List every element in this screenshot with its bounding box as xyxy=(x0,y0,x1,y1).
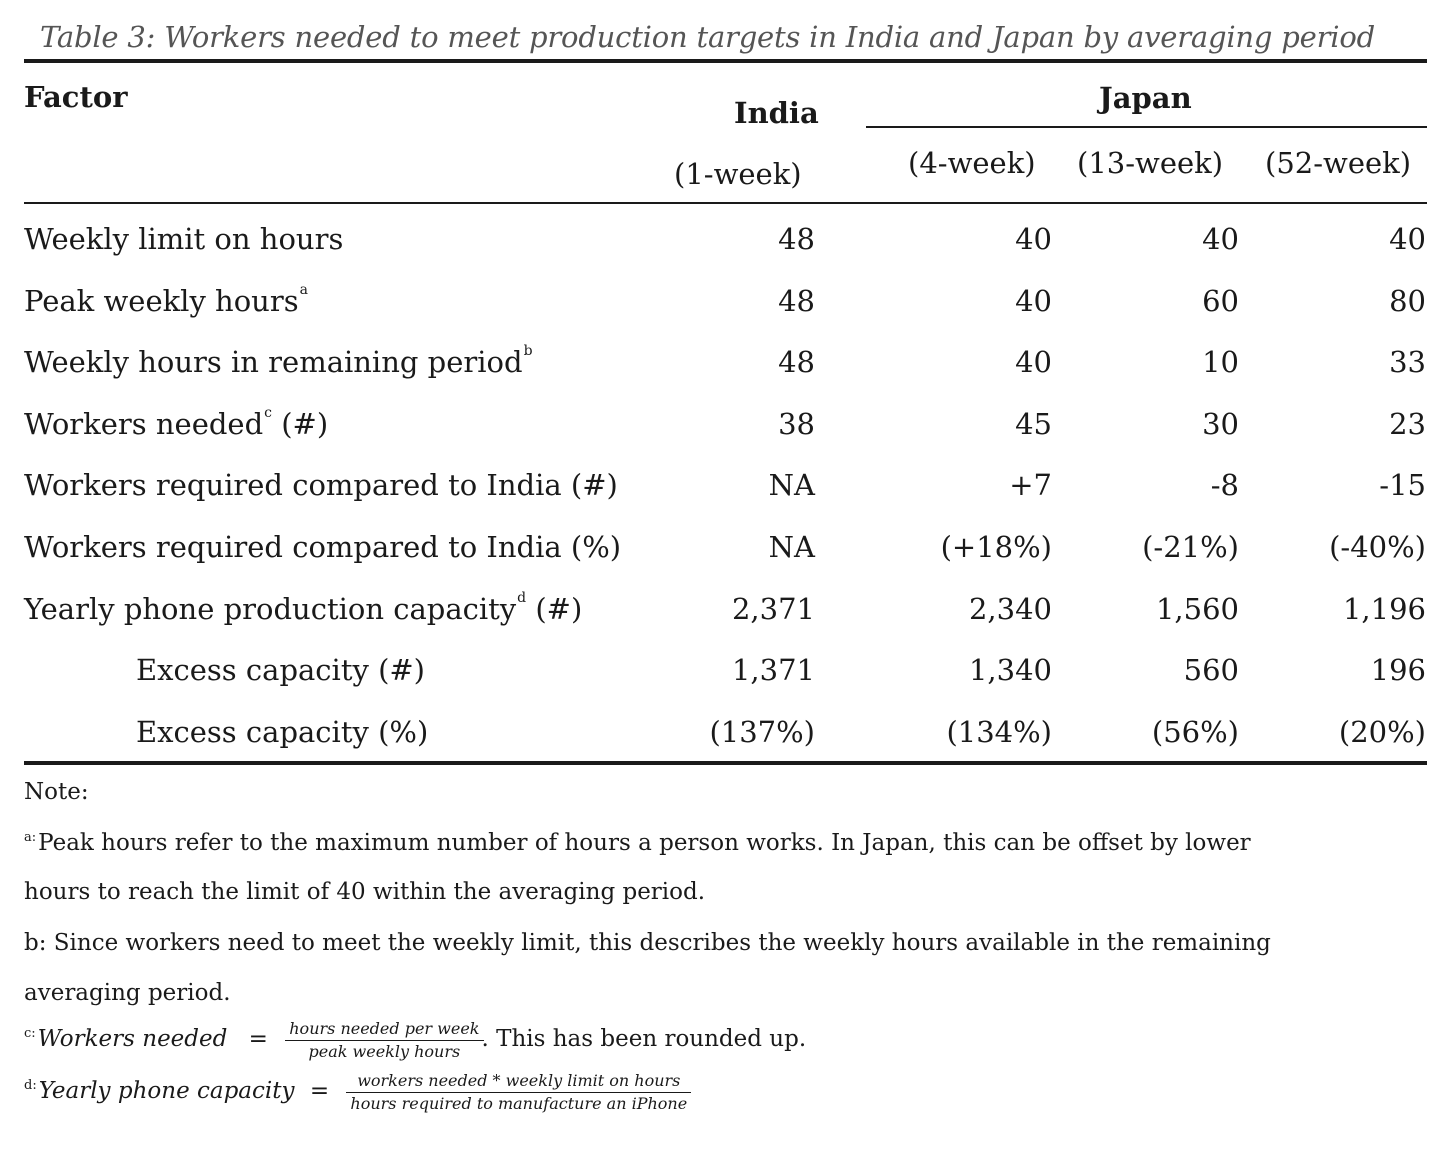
footnote-marker: c xyxy=(264,405,272,422)
bottom-rule xyxy=(24,761,1427,765)
row-label xyxy=(24,530,622,564)
header-india-period: (1-week) xyxy=(674,157,802,191)
header-japan: Japan xyxy=(1099,81,1192,115)
cell-japan-52w: 23 xyxy=(1389,407,1426,441)
note-a-text: Peak hours refer to the maximum number of hours a person works. In Japan, this can be offset by lower xyxy=(38,830,1251,856)
cell-india: NA xyxy=(768,468,815,502)
cell-japan-13w: 1,560 xyxy=(1155,592,1239,626)
cell-japan-52w: 1,196 xyxy=(1342,592,1426,626)
note-d-equals: = xyxy=(309,1078,330,1105)
cell-india: 48 xyxy=(778,222,815,256)
cell-india: 48 xyxy=(778,284,815,318)
note-c-fraction xyxy=(285,1018,483,1062)
note-b-line2: averaging period. xyxy=(24,980,231,1006)
header-japan-period-52w: (52-week) xyxy=(1265,146,1412,180)
cell-japan-4w: 45 xyxy=(1015,407,1052,441)
table-caption: Table 3: Workers needed to meet production targets in India and Japan by averaging period xyxy=(40,20,1375,54)
cell-japan-4w: 1,340 xyxy=(968,653,1052,687)
row-label xyxy=(136,653,425,687)
header-japan-period-4w: (4-week) xyxy=(908,146,1036,180)
note-c-numerator: hours needed per week xyxy=(285,1018,483,1041)
row-label-text: Yearly phone production capacity xyxy=(24,592,517,626)
row-label-text: Workers required compared to India (%) xyxy=(24,530,622,564)
row-label xyxy=(136,715,429,749)
cell-japan-13w: -8 xyxy=(1210,468,1239,502)
row-label-text: Weekly hours in remaining period xyxy=(24,345,523,379)
note-d-equation xyxy=(24,1070,695,1114)
row-label xyxy=(24,282,308,318)
note-c-lhs: Workers needed xyxy=(37,1026,228,1053)
row-label-suffix: (#) xyxy=(526,592,583,626)
note-a-line1 xyxy=(24,832,1251,855)
cell-japan-52w: 80 xyxy=(1389,284,1426,318)
row-label-text: Workers required compared to India (#) xyxy=(24,468,618,502)
row-label xyxy=(24,590,583,626)
note-d-denominator: hours required to manufacture an iPhone xyxy=(350,1093,688,1113)
cell-india: (137%) xyxy=(709,715,815,749)
header-rule xyxy=(24,202,1427,204)
cell-india: 1,371 xyxy=(731,653,815,687)
row-label-text: Excess capacity (%) xyxy=(136,715,429,749)
note-heading: Note: xyxy=(24,779,89,805)
cell-india: 2,371 xyxy=(731,592,815,626)
note-c-denominator: peak weekly hours xyxy=(308,1041,461,1061)
cell-india: 38 xyxy=(778,407,815,441)
row-label-text: Excess capacity (#) xyxy=(136,653,425,687)
note-c-equals: = xyxy=(248,1026,268,1053)
cell-japan-13w: 560 xyxy=(1183,653,1239,687)
cell-japan-4w: (+18%) xyxy=(940,530,1052,564)
cell-japan-13w: (56%) xyxy=(1151,715,1239,749)
note-b-line1: b: Since workers need to meet the weekly limit, this describes the weekly hours available in the remaining xyxy=(24,930,1271,956)
cell-japan-13w: (-21%) xyxy=(1142,530,1239,564)
cell-japan-52w: 196 xyxy=(1370,653,1426,687)
footnote-marker: d xyxy=(517,590,527,607)
cell-japan-4w: 40 xyxy=(1015,284,1052,318)
note-a-line2: hours to reach the limit of 40 within the averaging period. xyxy=(24,879,706,905)
cell-japan-52w: 40 xyxy=(1389,222,1426,256)
note-d-fraction xyxy=(346,1070,691,1114)
footnote-marker: a xyxy=(299,282,308,299)
row-label xyxy=(24,343,533,379)
cell-japan-13w: 40 xyxy=(1202,222,1239,256)
row-label xyxy=(24,222,344,256)
note-d-numerator: workers needed * weekly limit on hours xyxy=(346,1070,691,1093)
note-a-marker: a: xyxy=(24,830,37,845)
top-rule xyxy=(24,59,1427,63)
japan-rule xyxy=(866,126,1427,128)
note-d-lhs: Yearly phone capacity xyxy=(38,1078,295,1105)
cell-japan-4w: +7 xyxy=(1009,468,1052,502)
cell-japan-4w: 40 xyxy=(1015,222,1052,256)
row-label-text: Peak weekly hours xyxy=(24,284,299,318)
cell-japan-52w: 33 xyxy=(1389,345,1426,379)
note-c-marker: c: xyxy=(24,1026,36,1042)
row-label xyxy=(24,405,329,441)
cell-japan-13w: 60 xyxy=(1202,284,1239,318)
note-c-tail: . This has been rounded up. xyxy=(481,1026,807,1053)
note-d-marker: d: xyxy=(24,1078,37,1094)
cell-india: NA xyxy=(768,530,815,564)
row-label-text: Weekly limit on hours xyxy=(24,222,344,256)
row-label-suffix: (#) xyxy=(272,407,329,441)
cell-japan-52w: (20%) xyxy=(1338,715,1426,749)
row-label-text: Workers needed xyxy=(24,407,264,441)
note-c-equation xyxy=(24,1018,806,1062)
cell-japan-52w: (-40%) xyxy=(1329,530,1426,564)
cell-japan-52w: -15 xyxy=(1379,468,1426,502)
header-factor: Factor xyxy=(24,80,128,114)
cell-japan-13w: 10 xyxy=(1202,345,1239,379)
cell-japan-4w: 2,340 xyxy=(968,592,1052,626)
cell-japan-4w: (134%) xyxy=(946,715,1052,749)
header-japan-period-13w: (13-week) xyxy=(1077,146,1224,180)
cell-japan-13w: 30 xyxy=(1202,407,1239,441)
header-india: India xyxy=(734,96,819,130)
footnote-marker: b xyxy=(523,343,533,360)
cell-japan-4w: 40 xyxy=(1015,345,1052,379)
row-label xyxy=(24,468,618,502)
cell-india: 48 xyxy=(778,345,815,379)
